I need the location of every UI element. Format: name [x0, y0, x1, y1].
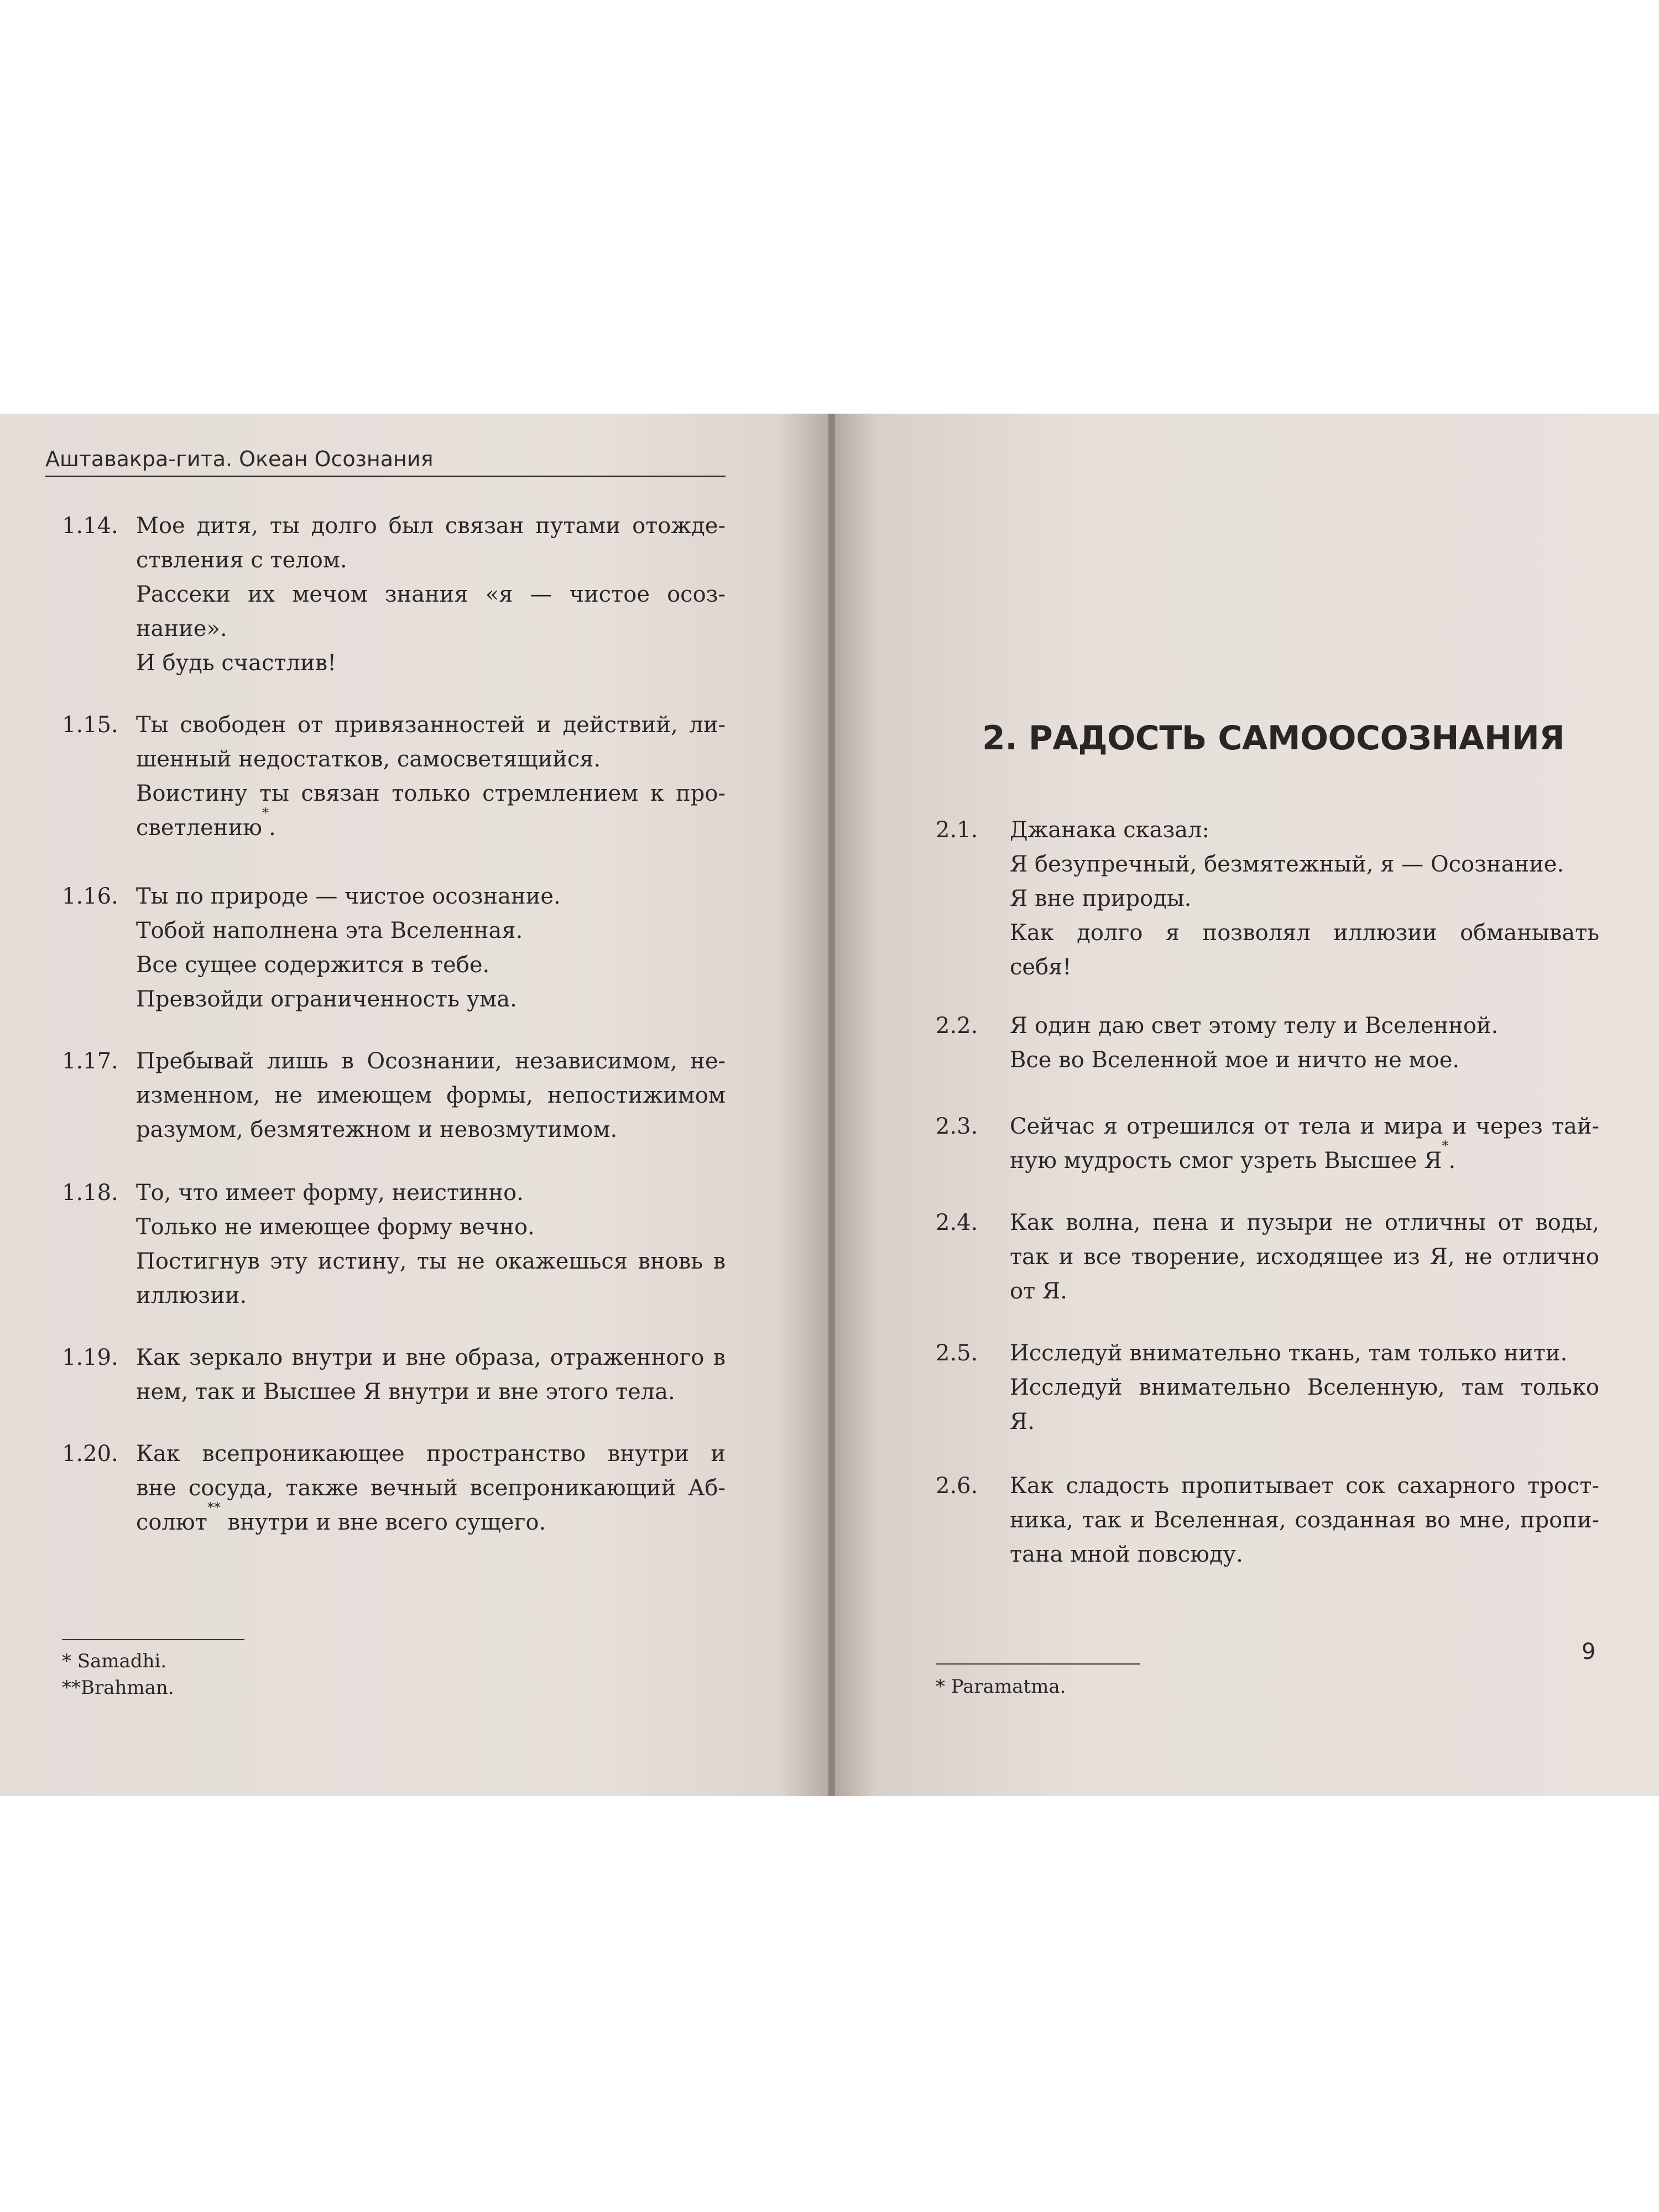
verse-line: Исследуй внимательно Вселенную, там только [1010, 1375, 1599, 1400]
footnote-rule [62, 1639, 244, 1640]
verse-line: Как долго я позволял иллюзии обманывать [1010, 920, 1599, 946]
verse-number: 2.2. [936, 1013, 978, 1039]
verse-line: Пребывай лишь в Осознании, независимом, не- [136, 1048, 726, 1074]
verse-line: Все сущее содержится в тебе. [136, 952, 490, 978]
verse-line: разумом, безмятежном и невозмутимом. [136, 1117, 618, 1142]
verse-number: 1.15. [62, 712, 118, 738]
verse-line: шенный недостатков, самосветящийся. [136, 747, 601, 772]
footnote: **Brahman. [62, 1677, 174, 1699]
verse-line: нем, так и Высшее Я внутри и вне этого тела. [136, 1379, 675, 1405]
verse-number: 1.16. [62, 884, 118, 909]
verse-number: 2.3. [936, 1114, 978, 1139]
verse-line [136, 805, 726, 845]
verse-line-text: светлению [136, 815, 262, 841]
verse-line: Я вне природы. [1010, 886, 1192, 911]
verse-number: 2.6. [936, 1473, 978, 1499]
verse-line: изменном, не имеющем формы, непостижимом [136, 1083, 726, 1108]
verse-line: Как всепроникающее пространство внутри и [136, 1441, 726, 1467]
verse-line: Я один даю свет этому телу и Вселенной. [1010, 1013, 1499, 1039]
verse-line: Сейчас я отрешился от тела и мира и через тай- [1010, 1114, 1599, 1139]
verse-line-tail: . [1448, 1148, 1456, 1173]
verse-line: Постигнув эту истину, ты не окажешься вновь в [136, 1249, 726, 1274]
verse-line: себя! [1010, 954, 1072, 980]
verse-line: иллюзии. [136, 1283, 247, 1308]
verse-line: ствления с телом. [136, 547, 347, 573]
verse-number: 1.14. [62, 513, 118, 539]
verse-line: Как сладость пропитывает сок сахарного трост- [1010, 1473, 1599, 1499]
verse-line: И будь счастлив! [136, 650, 337, 676]
page-number: 9 [1582, 1639, 1596, 1665]
footnote-marker: * [1442, 1138, 1449, 1154]
book-gutter [828, 414, 835, 1796]
verse-line: Я. [1010, 1409, 1035, 1434]
chapter-title: 2. РАДОСТЬ САМООСОЗНАНИЯ [982, 719, 1564, 758]
verse-line: Ты свободен от привязанностей и действий, ли- [136, 712, 726, 738]
verse-line-tail: внутри и вне всего сущего. [220, 1510, 546, 1535]
verse-line: Ты по природе — чистое осознание. [136, 884, 561, 909]
verse-number: 1.18. [62, 1180, 118, 1206]
verse-line: Джанака сказал: [1010, 817, 1210, 843]
verse-line: Мое дитя, ты долго был связан путами отожде- [136, 513, 726, 539]
verse-line: То, что имеет форму, неистинно. [136, 1180, 524, 1206]
verse-line: Воистину ты связан только стремлением к про- [136, 781, 726, 806]
verse-line-text: солют [136, 1510, 207, 1535]
verse-line: Как зеркало внутри и вне образа, отраженного в [136, 1345, 726, 1370]
running-head: Аштавакра-гита. Океан Осознания [45, 447, 434, 471]
verse-line-tail: . [268, 815, 276, 841]
verse-line: Рассеки их мечом знания «я — чистое осоз- [136, 582, 726, 607]
verse-number: 2.5. [936, 1340, 978, 1366]
verse-line [136, 1500, 726, 1540]
verse-number: 1.19. [62, 1345, 118, 1370]
verse-line: Превзойди ограниченность ума. [136, 987, 517, 1012]
verse-number: 1.17. [62, 1048, 118, 1074]
footnote-marker: * [262, 805, 269, 821]
right-page [835, 414, 1659, 1796]
verse-line: от Я. [1010, 1279, 1067, 1304]
verse-line-text: ную мудрость смог узреть Высшее Я [1010, 1148, 1442, 1173]
verse-line: Как волна, пена и пузыри не отличны от воды, [1010, 1210, 1599, 1235]
verse-line: так и все творение, исходящее из Я, не отлично [1010, 1244, 1599, 1270]
verse-line: Все во Вселенной мое и ничто не мое. [1010, 1047, 1460, 1073]
footnote: * Paramatma. [936, 1676, 1066, 1698]
running-head-rule [45, 476, 726, 477]
verse-line: нание». [136, 616, 227, 641]
verse-number: 2.1. [936, 817, 978, 843]
footnote-rule [936, 1663, 1140, 1665]
book-spread [0, 414, 1659, 1796]
footnote-marker: ** [207, 1500, 221, 1515]
verse-line: Я безупречный, безмятежный, я — Осознание. [1010, 852, 1564, 877]
verse-line: Тобой наполнена эта Вселенная. [136, 918, 523, 943]
verse-number: 1.20. [62, 1441, 118, 1467]
verse-line [1010, 1138, 1599, 1178]
left-page [0, 414, 828, 1796]
verse-line: тана мной повсюду. [1010, 1542, 1243, 1567]
footnote: * Samadhi. [62, 1650, 167, 1672]
verse-line: ника, так и Вселенная, созданная во мне, пропи- [1010, 1507, 1599, 1533]
verse-line: Исследуй внимательно ткань, там только нити. [1010, 1340, 1568, 1366]
verse-line: вне сосуда, также вечный всепроникающий Аб- [136, 1475, 726, 1501]
verse-number: 2.4. [936, 1210, 978, 1235]
verse-line: Только не имеющее форму вечно. [136, 1214, 535, 1240]
